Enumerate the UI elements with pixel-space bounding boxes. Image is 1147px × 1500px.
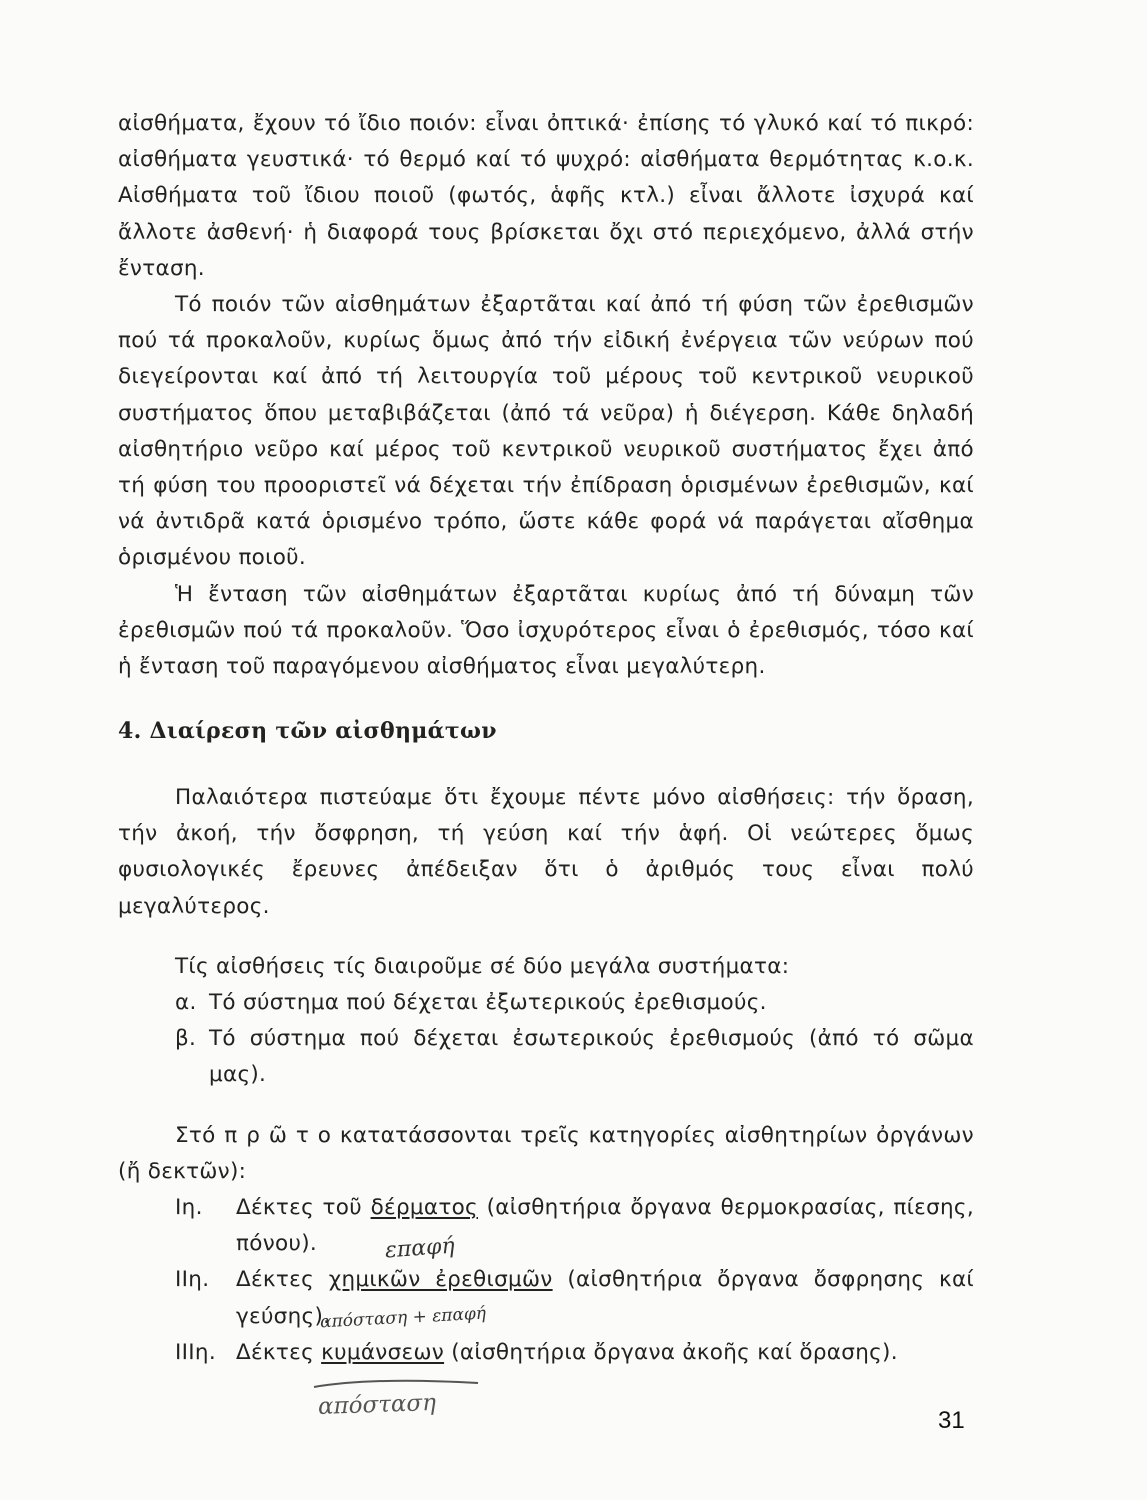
paragraph-2: Τό ποιόν τῶν αἰσθημάτων ἐξαρτᾶται καί ἀπό τή φύση τῶν ἐρεθισμῶν πού τά προκαλοῦν, κυρίως ὅμως ἀπό τήν εἰδική ἐνέργεια τῶν νεύρων πού διεγείρονται καί ἀπό τή λειτουργία τοῦ μέρους τοῦ κεντρικοῦ νευρικοῦ συστήματος ὅπου μεταβιβάζεται (ἀπό τά νεῦρα) ἡ διέγερση. Κάθε δηλαδή αἰσθητήριο νεῦρο καί μέρος τοῦ κεντρικοῦ νευρικοῦ συστήματος ἔχει ἀπό τή φύση του προοριστεῖ νά δέχεται τήν ἐπίδραση ὁρισμένων ἐρεθισμῶν, καί νά ἀντιδρᾶ κατά ὁρισμένο τρόπο, ὥστε κάθε φορά νά παράγεται αἴσθημα ὁρισμένου ποιοῦ. (118, 292, 974, 571)
category-marker: ΙΙη. (175, 1267, 210, 1293)
list-item (175, 1021, 974, 1093)
category-underlined-term: κυμάνσεων (321, 1339, 445, 1365)
intro-text-block (118, 106, 974, 685)
list-item-text: Τό σύστημα πού δέχεται ἐξωτερικούς ἐρεθισμούς. (209, 990, 767, 1016)
handwritten-note-2: απόσταση + επαφή (319, 1303, 487, 1333)
handwritten-underline-mark (312, 1375, 482, 1391)
category-text: (αἰσθητήρια ὄργανα ὄσφρησης καί γεύσης). (236, 1267, 974, 1329)
first-system-suffix: κατατάσσονται τρεῖς κατηγορίες αἰσθητηρίων ὀργάνων (ἤ δεκτῶν): (118, 1122, 974, 1184)
paragraph-3: Ἡ ἔνταση τῶν αἰσθημάτων ἐξαρτᾶται κυρίως ἀπό τή δύναμη τῶν ἐρεθισμῶν πού τά προκαλοῦν. Ὅσο ἰσχυρότερος εἶναι ὁ ἐρεθισμός, τόσο καί ἡ ἔνταση τοῦ παραγόμενου αἰσθήματος εἶναι μεγαλύτερη. (118, 581, 974, 680)
category-marker: ΙΙΙη. (175, 1339, 216, 1365)
paragraph-systems-intro: Τίς αἰσθήσεις τίς διαιροῦμε σέ δύο μεγάλα συστήματα: (175, 953, 790, 979)
category-marker: Ιη. (175, 1195, 203, 1221)
category-text: Δέκτες τοῦ (236, 1195, 362, 1221)
paragraph-first-system (118, 1118, 974, 1190)
paragraph-senses: Παλαιότερα πιστεύαμε ὅτι ἔχουμε πέντε μόνο αἰσθήσεις: τήν ὅραση, τήν ἀκοή, τήν ὄσφρηση, τή γεύση καί τήν ἁφή. Οἱ νεώτερες ὅμως φυσιολογικές ἔρευνες ἀπέδειξαν ὅτι ὁ ἀριθμός τους εἶναι πολύ μεγαλύτερος. (118, 785, 974, 919)
page-number: 31 (938, 1407, 965, 1434)
category-text: Δέκτες (236, 1339, 314, 1365)
handwritten-note-1: επαφή (384, 1233, 456, 1264)
category-text: (αἰσθητήρια ὄργανα ἀκοῆς καί ὅρασης). (451, 1339, 898, 1365)
section-heading: 4. Διαίρεση τῶν αἰσθημάτων (118, 718, 497, 744)
category-item (118, 1335, 974, 1371)
category-underlined-term: χημικῶν ἐρεθισμῶν (328, 1267, 553, 1293)
category-item (118, 1190, 974, 1262)
list-marker: β. (175, 1026, 197, 1052)
section-text-block (118, 780, 974, 1371)
first-system-spaced-word: π ρ ῶ τ ο (224, 1122, 332, 1148)
list-marker: α. (175, 990, 197, 1016)
list-item (175, 985, 974, 1021)
handwritten-note-3: απόσταση (317, 1389, 437, 1421)
category-text: Δέκτες (236, 1267, 314, 1293)
category-item (118, 1262, 974, 1334)
category-text: (αἰσθητήρια ὄργανα θερμοκρασίας, πίεσης, πόνου). (236, 1195, 974, 1257)
category-underlined-term: δέρματος (370, 1195, 478, 1221)
list-item-text: Τό σύστημα πού δέχεται ἐσωτερικούς ἐρεθισμούς (ἀπό τό σῶμα μας). (209, 1026, 974, 1088)
paragraph-1: αἰσθήματα, ἔχουν τό ἴδιο ποιόν: εἶναι ὀπτικά· ἐπίσης τό γλυκό καί τό πικρό: αἰσθήματα γευστικά· τό θερμό καί τό ψυχρό: αἰσθήματα θερμότητας κ.ο.κ. Αἰσθήματα τοῦ ἴδιου ποιοῦ (φωτός, ἁφῆς κτλ.) εἶναι ἄλλοτε ἰσχυρά καί ἄλλοτε ἀσθενή· ἡ διαφορά τους βρίσκεται ὄχι στό περιεχόμενο, ἀλλά στήν ἔνταση. (118, 111, 974, 281)
first-system-prefix: Στό (175, 1122, 216, 1148)
systems-list (118, 985, 974, 1094)
